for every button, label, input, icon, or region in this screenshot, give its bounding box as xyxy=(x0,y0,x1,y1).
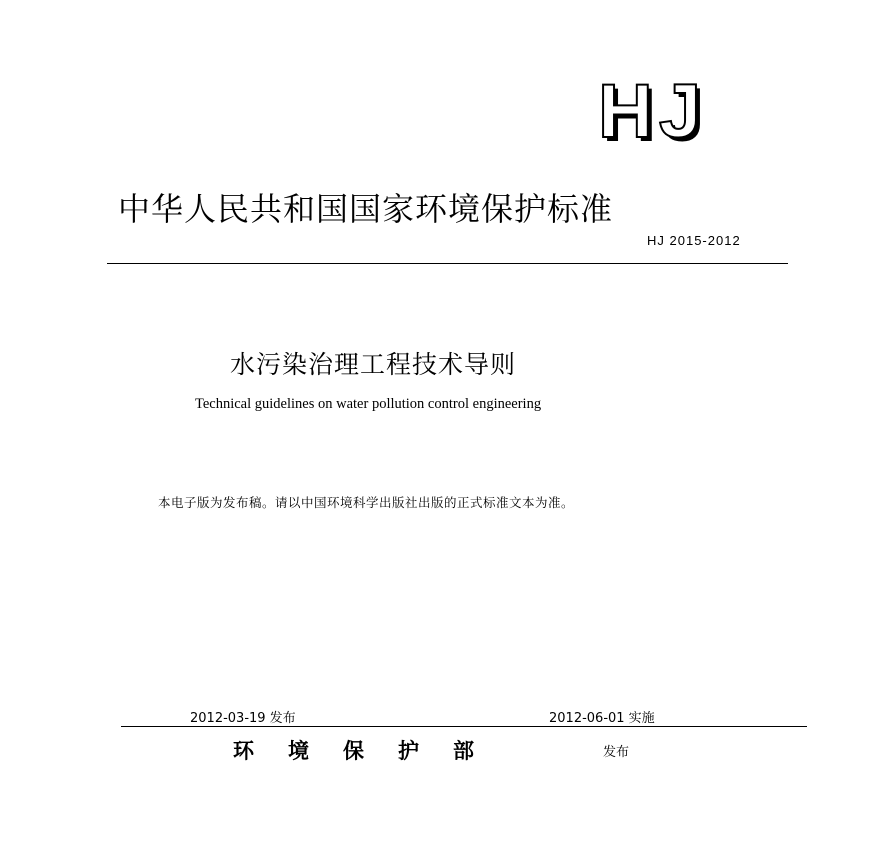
hj-logo: HJ xyxy=(598,69,708,154)
issuer-suffix: 发布 xyxy=(603,745,630,760)
implementation-date: 2012-06-01 实施 xyxy=(549,711,655,726)
edition-notice: 本电子版为发布稿。请以中国环境科学出版社出版的正式标准文本为准。 xyxy=(158,495,575,510)
document-title-en: Technical guidelines on water pollution control engineering xyxy=(195,396,542,412)
publish-date: 2012-03-19 发布 xyxy=(190,711,296,726)
issuer-name: 环境保护部 xyxy=(233,738,508,763)
top-divider xyxy=(107,263,788,264)
standard-title: 中华人民共和国国家环境保护标准 xyxy=(118,190,614,228)
bottom-divider xyxy=(121,726,807,727)
document-title-cn: 水污染治理工程技术导则 xyxy=(230,350,517,379)
standard-code: HJ 2015-2012 xyxy=(647,233,741,248)
